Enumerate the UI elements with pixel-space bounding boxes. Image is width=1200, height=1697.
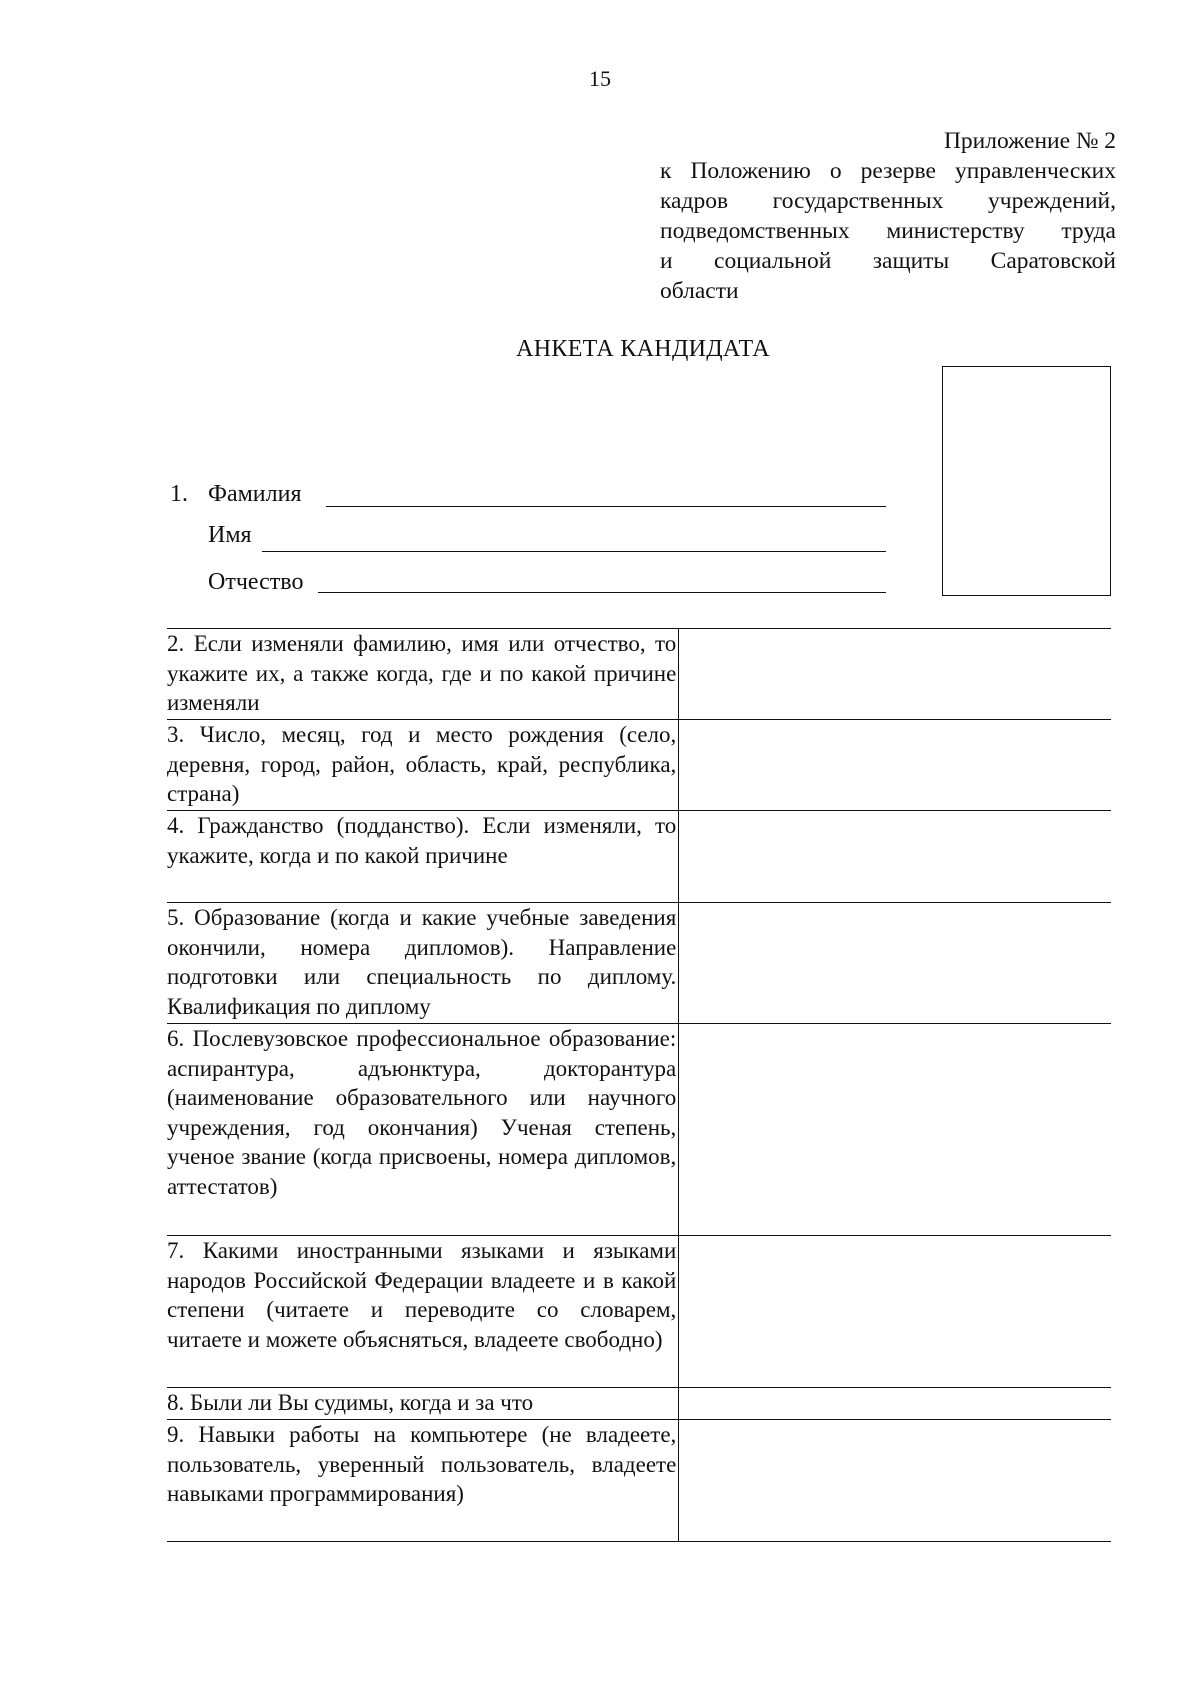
- question-text: 9. Навыки работы на компьютере (не владеете, пользователь, уверенный пользователь, владеете навыками программирования): [167, 1422, 677, 1506]
- question-text: 5. Образование (когда и какие учебные заведения окончили, номера дипломов). Направление подготовки или специальность по диплому. Квалификация по диплому: [167, 905, 677, 1019]
- table-row: [167, 720, 1111, 811]
- question-text: 4. Гражданство (подданство). Если изменяли, то укажите, когда и по какой причине: [167, 813, 677, 868]
- item-number: 1.: [170, 481, 188, 507]
- question-text: 2. Если изменяли фамилию, имя или отчество, то укажите их, а также когда, где и по какой причине изменяли: [167, 631, 677, 715]
- appendix-header: [660, 126, 1116, 306]
- answer-cell[interactable]: [679, 1420, 1111, 1542]
- surname-field[interactable]: [326, 506, 886, 507]
- answer-cell[interactable]: [679, 720, 1111, 811]
- name-label: Имя: [208, 522, 252, 548]
- answer-cell[interactable]: [679, 811, 1111, 903]
- answer-cell[interactable]: [679, 1388, 1111, 1420]
- appendix-number: Приложение № 2: [943, 128, 1116, 154]
- table-row: [167, 1236, 1111, 1388]
- patronymic-label: Отчество: [208, 569, 304, 595]
- question-text: 6. Послевузовское профессиональное образование: аспирантура, адъюнктура, докторантура (наименование образовательного или научного учреждения, год окончания) Ученая степень, ученое звание (когда присвоены, номера дипломов, аттестатов): [167, 1026, 677, 1199]
- name-row: [0, 521, 1200, 551]
- appendix-line: области: [660, 278, 739, 304]
- question-cell: [167, 811, 679, 903]
- questionnaire-table: [167, 628, 1111, 1542]
- answer-cell[interactable]: [679, 1024, 1111, 1236]
- table-row: [167, 903, 1111, 1024]
- question-cell: [167, 1420, 679, 1542]
- form-title: АНКЕТА КАНДИДАТА: [516, 336, 770, 362]
- page-number: 15: [589, 66, 611, 91]
- patronymic-field[interactable]: [318, 592, 886, 593]
- table-row: [167, 1024, 1111, 1236]
- question-cell: [167, 1236, 679, 1388]
- question-cell: [167, 720, 679, 811]
- question-cell: [167, 903, 679, 1024]
- appendix-line: кадров государственных учреждений,: [660, 188, 1116, 214]
- question-cell: [167, 629, 679, 720]
- question-text: 8. Были ли Вы судимы, когда и за что: [167, 1390, 534, 1415]
- name-field[interactable]: [262, 551, 886, 552]
- table-row: [167, 811, 1111, 903]
- answer-cell[interactable]: [679, 1236, 1111, 1388]
- answer-cell[interactable]: [679, 903, 1111, 1024]
- question-cell: [167, 1388, 679, 1420]
- appendix-line: к Положению о резерве управленческих: [660, 158, 1116, 184]
- answer-cell[interactable]: [679, 629, 1111, 720]
- question-text: 3. Число, месяц, год и место рождения (село, деревня, город, район, область, край, республика, страна): [167, 722, 677, 806]
- surname-label: Фамилия: [208, 481, 302, 507]
- appendix-line: и социальной защиты Саратовской: [660, 248, 1116, 274]
- appendix-line: подведомственных министерству труда: [660, 218, 1116, 244]
- table-row: [167, 1388, 1111, 1420]
- question-cell: [167, 1024, 679, 1236]
- surname-row: [0, 480, 1200, 510]
- question-text: 7. Какими иностранными языками и языками народов Российской Федерации владеете и в какой степени (читаете и переводите со словарем, читаете и можете объясняться, владеете свободно): [167, 1238, 677, 1352]
- table-row: [167, 1420, 1111, 1542]
- table-row: [167, 629, 1111, 720]
- patronymic-row: [0, 568, 1200, 598]
